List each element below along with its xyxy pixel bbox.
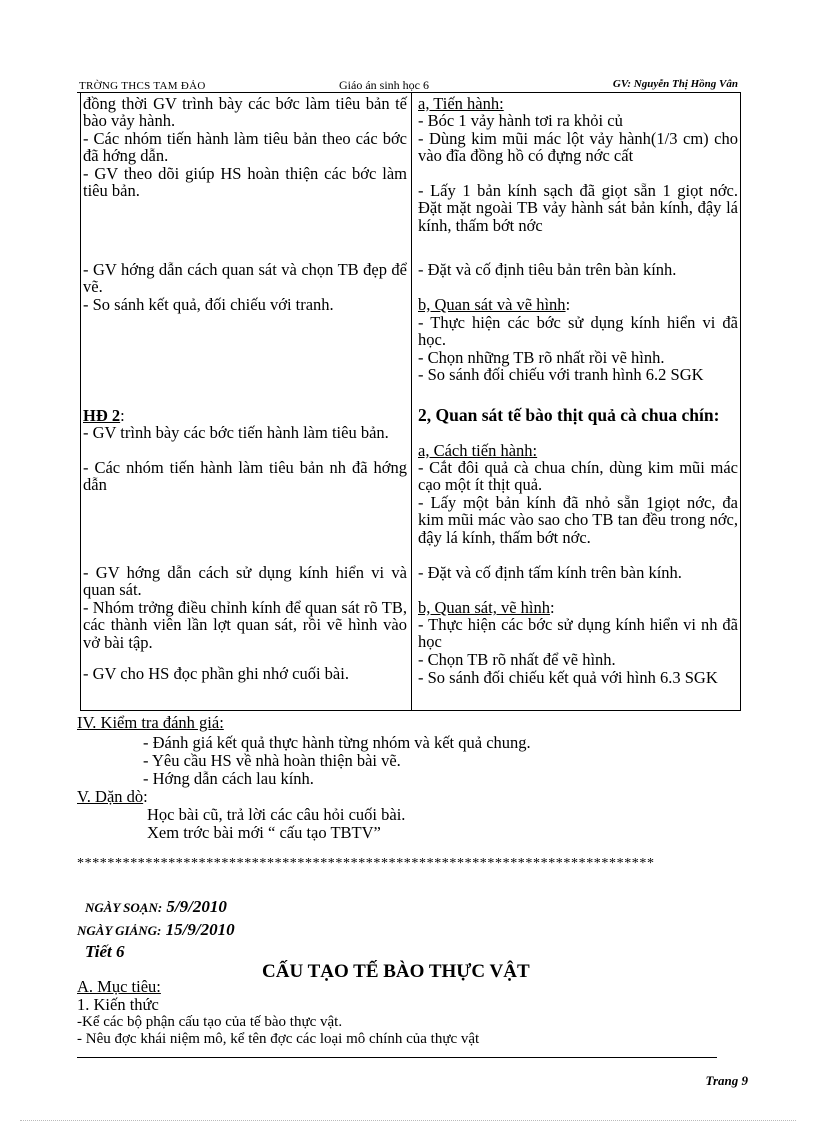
subheading: a, Cách tiến hành: bbox=[418, 441, 538, 460]
table-cell: - GV trình bày các bớc tiến hành làm tiêu bản. bbox=[83, 423, 389, 442]
list-item: - Nêu đợc khái niệm mô, kể tên đợc các loại mô chính của thực vật bbox=[77, 1031, 480, 1047]
list-item: - Yêu cầu HS về nhà hoàn thiện bài vẽ. bbox=[143, 751, 401, 770]
lesson-title: CẤU TẠO TẾ BÀO THỰC VẬT bbox=[262, 961, 530, 982]
subheading bbox=[418, 599, 738, 616]
footer-divider bbox=[77, 1057, 717, 1058]
section-v-colon: : bbox=[143, 787, 148, 806]
table-cell: - GV hớng dẫn cách quan sát và chọn TB đẹp để vẽ. bbox=[83, 260, 407, 297]
teach-date-value: 15/9/2010 bbox=[165, 920, 235, 939]
subheading: a, Tiến hành: bbox=[418, 94, 504, 113]
table-cell: - Các nhóm tiến hành làm tiêu bản theo các bớc đã hớng dẫn. bbox=[83, 129, 407, 166]
table-cell: - So sánh đối chiếu với tranh hình 6.2 SGK bbox=[418, 365, 704, 384]
table-cell: - Đặt và cố định tiêu bản trên bàn kính. bbox=[418, 260, 677, 279]
section-v-label: V. Dặn dò bbox=[77, 787, 144, 806]
table-cell: - GV cho HS đọc phần ghi nhớ cuối bài. bbox=[83, 664, 349, 683]
page-header bbox=[77, 78, 740, 93]
table-cell: - So sánh đối chiếu kết quả với hình 6.3 SGK bbox=[418, 668, 718, 687]
table-cell: - GV hớng dẫn cách sử dụng kính hiển vi và quan sát. bbox=[83, 563, 407, 600]
table-cell: - Lấy 1 bản kính sạch đã giọt sẵn 1 giọt nớc. Đặt mặt ngoài TB vảy hành sát bản kính, đậy lá kính, thấm bớt nớc bbox=[418, 181, 738, 235]
section-heading: 2, Quan sát tế bào thịt quả cà chua chín: bbox=[418, 405, 720, 425]
page-bottom-border bbox=[20, 1120, 796, 1121]
page-number: Trang 9 bbox=[705, 1073, 748, 1088]
list-item: - Đánh giá kết quả thực hành từng nhóm và kết quả chung. bbox=[143, 733, 531, 752]
table-cell: - Lấy một bản kính đã nhỏ sẵn 1giọt nớc, đa kim mũi mác vào sao cho TB tan đều trong nớc, đậy lá kính, thấm bớt nớc. bbox=[418, 493, 738, 547]
table-cell: - Cắt đôi quả cà chua chín, dùng kim mũi mác cạo một ít thịt quả. bbox=[418, 458, 738, 495]
subheading bbox=[418, 296, 738, 313]
column-divider bbox=[411, 93, 412, 710]
table-cell: - Bóc 1 vảy hành tơi ra khỏi củ bbox=[418, 111, 623, 130]
table-cell: - So sánh kết quả, đối chiếu với tranh. bbox=[83, 295, 334, 314]
table-cell: - Dùng kim mũi mác lột vảy hành(1/3 cm) cho vào đĩa đồng hồ có đựng nớc cất bbox=[418, 129, 738, 166]
table-cell: - Đặt và cố định tấm kính trên bàn kính. bbox=[418, 563, 682, 582]
table-cell: - Nhóm trởng điều chỉnh kính để quan sát rõ TB, các thành viên lần lợt quan sát, rồi vẽ hình vào vở bài tập. bbox=[83, 598, 407, 652]
lesson-number: Tiết 6 bbox=[85, 942, 125, 961]
table-cell: - Thực hiện các bớc sử dụng kính hiển vi nh đã học bbox=[418, 615, 738, 652]
teach-date bbox=[77, 920, 235, 940]
separator: **************************************************************************** bbox=[77, 856, 655, 871]
activity-label: HĐ 2 bbox=[83, 406, 121, 425]
prep-date bbox=[85, 897, 227, 917]
activity-colon: : bbox=[120, 406, 125, 425]
school-name: TRỜNG THCS TAM ĐẢO bbox=[79, 80, 206, 92]
table-cell: - Chọn TB rõ nhất để vẽ hình. bbox=[418, 650, 616, 669]
table-cell: - Thực hiện các bớc sử dụng kính hiển vi đã học. bbox=[418, 313, 738, 350]
objectives-title: A. Mục tiêu: bbox=[77, 977, 161, 996]
list-item: -Kể các bộ phận cấu tạo của tế bào thực vật. bbox=[77, 1014, 343, 1030]
activity-heading bbox=[83, 407, 407, 424]
subheading-colon: : bbox=[565, 295, 571, 314]
list-item: Xem trớc bài mới “ cấu tạo TBTV” bbox=[147, 823, 381, 842]
teacher-name: GV: Nguyễn Thị Hồng Vân bbox=[612, 78, 738, 90]
prep-date-value: 5/9/2010 bbox=[166, 897, 227, 916]
list-item: Học bài cũ, trả lời các câu hỏi cuối bài. bbox=[147, 805, 406, 824]
teach-date-label: NGÀY GIẢNG: bbox=[77, 923, 162, 938]
section-iv-title: IV. Kiểm tra đánh giá: bbox=[77, 713, 224, 732]
subject-title: Giáo án sinh học 6 bbox=[339, 78, 429, 92]
table-cell: - Các nhóm tiến hành làm tiêu bản nh đã hớng dẫn bbox=[83, 458, 407, 495]
prep-date-label: NGÀY SOẠN: bbox=[85, 900, 163, 915]
list-item: - Hớng dẫn cách lau kính. bbox=[143, 769, 314, 788]
subheading-text: b, Quan sát và vẽ hình bbox=[418, 295, 566, 314]
section-v-title bbox=[77, 788, 148, 806]
table-cell: - GV theo dõi giúp HS hoàn thiện các bớc làm tiêu bản. bbox=[83, 164, 407, 201]
lesson-table bbox=[80, 92, 741, 711]
subheading-colon: : bbox=[549, 598, 555, 617]
table-cell: đồng thời GV trình bày các bớc làm tiêu bản tế bào vảy hành. bbox=[83, 94, 407, 131]
subheading-text: b, Quan sát, vẽ hình bbox=[418, 598, 550, 617]
objectives-subtitle: 1. Kiến thức bbox=[77, 995, 159, 1014]
table-cell: - Chọn những TB rõ nhất rồi vẽ hình. bbox=[418, 348, 665, 367]
